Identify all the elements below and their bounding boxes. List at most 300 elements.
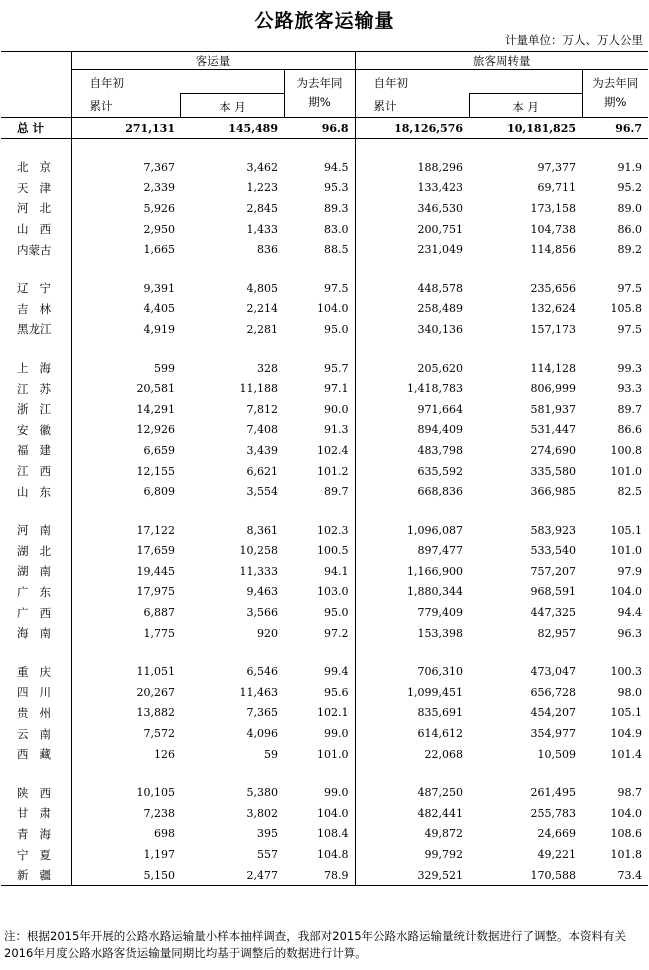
turnover-ytd-cell: 205,620 (355, 358, 469, 379)
turnover-yoy-cell: 101.0 (610, 464, 643, 478)
volume-ytd-cell: 698 (71, 824, 181, 845)
volume-yoy-cell: 96.8 (284, 118, 355, 139)
turnover-month-cell: 583,923 (530, 523, 577, 537)
table-row (1, 461, 648, 482)
region-label: 陕西 (17, 785, 51, 800)
volume-yoy-cell: 88.5 (324, 243, 349, 257)
turnover-ytd-line2: 累计 (373, 99, 397, 113)
table-row (1, 378, 648, 399)
volume-ytd-cell: 9,391 (71, 278, 181, 299)
turnover-yoy-cell: 95.2 (617, 181, 643, 195)
turnover-ytd-cell: 346,530 (355, 198, 469, 219)
group-spacer (1, 643, 648, 661)
region-name (1, 744, 71, 765)
table-row (1, 420, 648, 441)
passenger-volume-header: 客运量 (71, 52, 355, 70)
table-row (1, 803, 648, 824)
volume-yoy-cell: 94.5 (324, 160, 349, 174)
region-name (1, 378, 71, 399)
turnover-ytd-cell: 635,592 (355, 461, 469, 482)
volume-ytd-cell: 7,572 (71, 723, 181, 744)
volume-yoy-line2: 期% (308, 95, 331, 109)
region-name (1, 602, 71, 623)
region-name (1, 561, 71, 582)
group-spacer (1, 764, 648, 782)
table-row (1, 239, 648, 260)
volume-month-cell: 1,223 (246, 181, 278, 195)
volume-ytd-cell: 7,367 (71, 157, 181, 178)
volume-ytd-cell: 13,882 (71, 703, 181, 724)
volume-ytd-cell: 1,197 (71, 844, 181, 865)
region-name (1, 520, 71, 541)
region-label: 北京 (17, 160, 51, 175)
turnover-ytd-cell: 1,099,451 (355, 682, 469, 703)
volume-ytd-line2: 累计 (89, 99, 113, 113)
volume-month-cell: 7,365 (246, 706, 278, 720)
turnover-month-cell: 235,656 (530, 281, 577, 295)
region-label: 四川 (17, 685, 51, 700)
turnover-ytd-cell: 1,418,783 (355, 378, 469, 399)
region-name (1, 198, 71, 219)
turnover-month-cell: 255,783 (530, 806, 577, 820)
turnover-yoy-line2: 期% (604, 95, 627, 109)
region-label: 宁夏 (17, 847, 51, 862)
volume-ytd-cell: 6,809 (71, 481, 181, 502)
volume-month-cell: 7,408 (246, 423, 278, 437)
turnover-ytd-cell: 894,409 (355, 420, 469, 441)
volume-yoy-cell: 89.3 (324, 201, 349, 215)
region-label: 吉林 (17, 301, 51, 316)
volume-month-cell: 3,554 (246, 485, 278, 499)
volume-yoy-cell: 104.8 (317, 848, 349, 862)
table-row (1, 744, 648, 765)
region-name (1, 299, 71, 320)
volume-yoy-cell: 95.0 (324, 322, 349, 336)
turnover-yoy-cell: 104.0 (610, 585, 643, 599)
turnover-month-cell: 531,447 (530, 423, 577, 437)
volume-ytd-cell: 4,405 (71, 299, 181, 320)
volume-subheader (71, 70, 284, 118)
turnover-yoy-cell: 89.7 (617, 402, 643, 416)
volume-yoy-cell: 78.9 (284, 865, 355, 886)
region-name (1, 319, 71, 340)
volume-yoy-cell: 97.1 (324, 382, 349, 396)
table-row (1, 278, 648, 299)
table-header (1, 52, 648, 118)
turnover-month-cell: 757,207 (530, 564, 577, 578)
region-name (1, 661, 71, 682)
table-row (1, 865, 648, 886)
volume-month-cell: 328 (257, 361, 278, 375)
volume-month-cell: 11,188 (239, 382, 278, 396)
region-label: 福建 (17, 443, 51, 458)
table-row (1, 319, 648, 340)
volume-month-cell: 59 (264, 747, 278, 761)
volume-yoy-cell: 108.4 (317, 827, 349, 841)
turnover-yoy-cell: 94.4 (617, 606, 643, 620)
table-row (1, 661, 648, 682)
volume-month-cell: 557 (257, 848, 278, 862)
turnover-ytd-cell: 133,423 (355, 178, 469, 199)
region-label: 山东 (17, 484, 51, 499)
turnover-yoy-cell: 82.5 (617, 485, 643, 499)
turnover-ytd-cell: 971,664 (355, 399, 469, 420)
region-name (1, 803, 71, 824)
volume-yoy-cell: 104.0 (317, 806, 349, 820)
turnover-yoy-cell: 105.8 (610, 302, 643, 316)
group-spacer (1, 260, 648, 278)
region-label: 内蒙古 (17, 242, 52, 257)
turnover-month-cell: 354,977 (530, 727, 577, 741)
turnover-ytd-line1: 自年初 (373, 76, 409, 90)
volume-month-cell: 4,096 (246, 727, 278, 741)
turnover-month-cell: 173,158 (530, 201, 577, 215)
region-label: 广东 (17, 584, 51, 599)
total-label: 总 计 (17, 121, 45, 135)
volume-ytd-cell: 20,267 (71, 682, 181, 703)
turnover-month-cell: 114,128 (530, 361, 577, 375)
volume-month-cell: 6,546 (246, 665, 278, 679)
volume-month-cell: 395 (257, 827, 278, 841)
volume-yoy-cell: 95.0 (324, 606, 349, 620)
region-label: 重庆 (17, 664, 51, 679)
region-label: 湖北 (17, 543, 51, 558)
region-label: 江苏 (17, 381, 51, 396)
volume-month-cell: 2,281 (246, 322, 278, 336)
region-label: 湖南 (17, 564, 51, 579)
volume-yoy-cell: 99.4 (324, 665, 349, 679)
turnover-yoy-cell: 89.2 (617, 243, 643, 257)
volume-month-cell: 1,433 (246, 222, 278, 236)
table-row (1, 723, 648, 744)
turnover-yoy-cell: 89.0 (617, 201, 643, 215)
turnover-yoy-cell: 101.4 (610, 747, 643, 761)
volume-month-cell: 11,333 (239, 564, 278, 578)
turnover-ytd-cell: 1,096,087 (355, 520, 469, 541)
volume-yoy-cell: 94.1 (324, 564, 349, 578)
volume-month-cell: 920 (257, 626, 278, 640)
volume-month-cell: 836 (257, 243, 278, 257)
turnover-month-cell: 69,711 (537, 181, 577, 195)
volume-ytd-cell: 599 (71, 358, 181, 379)
volume-month-cell: 2,214 (246, 302, 278, 316)
region-name (1, 782, 71, 803)
turnover-ytd-cell: 329,521 (355, 865, 469, 886)
region-label: 安徽 (17, 422, 51, 437)
turnover-ytd-cell: 22,068 (355, 744, 469, 765)
region-name (1, 541, 71, 562)
turnover-month-cell: 533,540 (530, 544, 577, 558)
table-row (1, 782, 648, 803)
table-row (1, 541, 648, 562)
table-row (1, 178, 648, 199)
turnover-ytd-cell: 99,792 (355, 844, 469, 865)
volume-yoy-cell: 83.0 (324, 222, 349, 236)
table-row (1, 561, 648, 582)
volume-yoy-cell: 97.5 (324, 281, 349, 295)
turnover-yoy-cell: 100.8 (610, 443, 643, 457)
turnover-ytd-cell: 188,296 (355, 157, 469, 178)
passenger-turnover-header: 旅客周转量 (355, 52, 648, 70)
volume-yoy-cell: 101.2 (317, 464, 349, 478)
region-label: 河北 (17, 201, 51, 216)
turnover-yoy-cell: 96.3 (617, 626, 643, 640)
volume-month-cell: 11,463 (239, 685, 278, 699)
region-label: 黑龙江 (17, 322, 52, 337)
volume-ytd-cell: 2,339 (71, 178, 181, 199)
region-name (1, 682, 71, 703)
volume-month-cell: 10,258 (239, 544, 278, 558)
turnover-yoy-cell: 91.9 (617, 160, 643, 174)
turnover-ytd-cell: 487,250 (355, 782, 469, 803)
turnover-month-cell: 656,728 (530, 685, 577, 699)
region-label: 河南 (17, 523, 51, 538)
region-label: 浙江 (17, 402, 51, 417)
table-body (1, 118, 648, 886)
table-row (1, 299, 648, 320)
region-name (1, 824, 71, 845)
volume-yoy-header (284, 70, 355, 118)
volume-yoy-cell: 102.4 (317, 443, 349, 457)
volume-month-cell: 2,845 (246, 201, 278, 215)
turnover-month-cell: 335,580 (530, 464, 577, 478)
region-name (1, 278, 71, 299)
volume-month-cell: 3,439 (246, 443, 278, 457)
volume-month-cell: 145,489 (181, 118, 284, 139)
region-name (1, 623, 71, 644)
volume-ytd-cell: 6,887 (71, 602, 181, 623)
page-title: 公路旅客运输量 (254, 10, 395, 32)
turnover-yoy-cell: 98.7 (617, 786, 643, 800)
turnover-ytd-cell: 482,441 (355, 803, 469, 824)
turnover-yoy-cell: 86.6 (617, 423, 643, 437)
volume-yoy-cell: 91.3 (324, 423, 349, 437)
table-row (1, 358, 648, 379)
turnover-ytd-cell: 49,872 (355, 824, 469, 845)
region-label: 辽宁 (17, 281, 51, 296)
volume-month-cell: 5,380 (246, 786, 278, 800)
footnote: 注：根据2015年开展的公路水路运输量小样本抽样调查，我部对2015年公路水路运输量统计数据进行了调整。本资料有关2016年月度公路水路客货运输量同期比均基于调整后的数据进行计算。 (4, 929, 627, 960)
volume-ytd-cell: 1,775 (71, 623, 181, 644)
turnover-ytd-cell: 779,409 (355, 602, 469, 623)
table-row (1, 399, 648, 420)
table-row (1, 602, 648, 623)
turnover-yoy-cell: 96.7 (582, 118, 648, 139)
turnover-month-cell: 473,047 (530, 665, 577, 679)
turnover-yoy-cell: 108.6 (610, 827, 643, 841)
region-name (1, 420, 71, 441)
volume-ytd-cell: 10,105 (71, 782, 181, 803)
total-row (1, 118, 648, 139)
region-name (1, 239, 71, 260)
turnover-month-cell: 114,856 (530, 243, 577, 257)
turnover-ytd-cell: 614,612 (355, 723, 469, 744)
region-name (1, 219, 71, 240)
volume-yoy-cell: 97.2 (324, 626, 349, 640)
turnover-month-cell: 447,325 (530, 606, 577, 620)
group-spacer (1, 340, 648, 358)
passenger-transport-table (1, 51, 648, 886)
turnover-yoy-cell: 100.3 (610, 665, 643, 679)
volume-yoy-cell: 95.3 (324, 181, 349, 195)
volume-yoy-cell: 99.0 (324, 786, 349, 800)
turnover-month-cell: 968,591 (530, 585, 577, 599)
region-name (1, 723, 71, 744)
turnover-ytd-cell: 340,136 (355, 319, 469, 340)
volume-ytd-cell: 17,122 (71, 520, 181, 541)
volume-ytd-cell: 5,150 (71, 865, 181, 886)
volume-yoy-cell: 95.6 (324, 685, 349, 699)
turnover-yoy-cell: 104.9 (610, 727, 643, 741)
table-row (1, 582, 648, 603)
turnover-yoy-line1: 为去年同 (592, 76, 639, 90)
volume-ytd-cell: 12,155 (71, 461, 181, 482)
region-label: 广西 (17, 605, 51, 620)
turnover-yoy-header (582, 70, 648, 118)
volume-yoy-cell: 99.0 (324, 727, 349, 741)
region-name (1, 461, 71, 482)
region-name (1, 178, 71, 199)
turnover-yoy-cell: 86.0 (617, 222, 643, 236)
table-row (1, 198, 648, 219)
volume-ytd-cell: 7,238 (71, 803, 181, 824)
turnover-month-cell: 274,690 (530, 443, 577, 457)
table-row (1, 623, 648, 644)
turnover-yoy-cell: 98.0 (617, 685, 643, 699)
volume-ytd-cell: 6,659 (71, 440, 181, 461)
turnover-month-cell: 82,957 (537, 626, 577, 640)
region-label: 新疆 (17, 868, 51, 883)
region-label: 云南 (17, 726, 51, 741)
volume-month-cell: 3,566 (246, 606, 278, 620)
turnover-ytd-cell: 668,836 (355, 481, 469, 502)
table-row (1, 219, 648, 240)
turnover-ytd-cell: 897,477 (355, 541, 469, 562)
table-row (1, 440, 648, 461)
turnover-ytd-cell: 258,489 (355, 299, 469, 320)
turnover-ytd-cell: 200,751 (355, 219, 469, 240)
region-header-cell (1, 52, 71, 118)
region-name (1, 865, 71, 886)
turnover-month-cell: 454,207 (530, 706, 577, 720)
turnover-month-cell: 49,221 (537, 848, 577, 862)
turnover-ytd-cell: 483,798 (355, 440, 469, 461)
turnover-month-cell: 24,669 (537, 827, 577, 841)
volume-month-cell: 9,463 (246, 585, 278, 599)
region-name (1, 157, 71, 178)
volume-ytd-cell: 5,926 (71, 198, 181, 219)
turnover-yoy-cell: 101.0 (610, 544, 643, 558)
turnover-ytd-cell: 231,049 (355, 239, 469, 260)
turnover-month-cell: 581,937 (530, 402, 577, 416)
turnover-month-cell: 132,624 (530, 302, 577, 316)
volume-yoy-cell: 95.7 (324, 361, 349, 375)
region-label: 海南 (17, 626, 51, 641)
table-row (1, 844, 648, 865)
turnover-yoy-cell: 101.8 (610, 848, 643, 862)
turnover-month-cell: 97,377 (537, 160, 577, 174)
region-label: 上海 (17, 361, 51, 376)
turnover-yoy-cell: 73.4 (582, 865, 648, 886)
turnover-month-cell: 10,181,825 (469, 118, 582, 139)
volume-month-header: 本 月 (219, 100, 246, 114)
turnover-ytd-cell: 1,166,900 (355, 561, 469, 582)
volume-ytd-cell: 17,659 (71, 541, 181, 562)
volume-ytd-cell: 17,975 (71, 582, 181, 603)
volume-month-cell: 3,802 (246, 806, 278, 820)
volume-yoy-cell: 102.1 (317, 706, 349, 720)
region-label: 西藏 (17, 747, 51, 762)
turnover-yoy-cell: 99.3 (617, 361, 643, 375)
volume-yoy-cell: 100.5 (317, 544, 349, 558)
volume-ytd-cell: 11,051 (71, 661, 181, 682)
region-label: 贵州 (17, 705, 51, 720)
volume-ytd-cell: 2,950 (71, 219, 181, 240)
region-label: 甘肃 (17, 806, 51, 821)
turnover-month-cell: 261,495 (530, 786, 577, 800)
turnover-month-cell: 170,588 (469, 865, 582, 886)
volume-ytd-cell: 14,291 (71, 399, 181, 420)
volume-ytd-cell: 126 (71, 744, 181, 765)
table-row (1, 703, 648, 724)
turnover-month-cell: 366,985 (530, 485, 577, 499)
volume-ytd-cell: 1,665 (71, 239, 181, 260)
turnover-yoy-cell: 105.1 (610, 706, 643, 720)
group-spacer (1, 139, 648, 158)
turnover-month-cell: 806,999 (530, 382, 577, 396)
volume-month-cell: 4,805 (246, 281, 278, 295)
turnover-yoy-cell: 97.5 (617, 322, 643, 336)
turnover-ytd-cell: 448,578 (355, 278, 469, 299)
region-name (1, 440, 71, 461)
volume-ytd-cell: 4,919 (71, 319, 181, 340)
turnover-month-cell: 104,738 (530, 222, 577, 236)
turnover-ytd-cell: 18,126,576 (355, 118, 469, 139)
turnover-yoy-cell: 93.3 (617, 382, 643, 396)
turnover-month-cell: 10,509 (537, 747, 577, 761)
volume-month-cell: 8,361 (246, 523, 278, 537)
volume-ytd-cell: 12,926 (71, 420, 181, 441)
unit-label: 计量单位：万人、万人公里 (505, 33, 643, 47)
turnover-month-cell: 157,173 (530, 322, 577, 336)
volume-yoy-cell: 90.0 (324, 402, 349, 416)
turnover-month-header: 本 月 (512, 100, 539, 114)
turnover-yoy-cell: 97.9 (617, 564, 643, 578)
region-label: 江西 (17, 464, 51, 479)
turnover-ytd-cell: 835,691 (355, 703, 469, 724)
table-row (1, 520, 648, 541)
turnover-yoy-cell: 97.5 (617, 281, 643, 295)
region-label: 山西 (17, 222, 51, 237)
turnover-ytd-cell: 1,880,344 (355, 582, 469, 603)
region-label: 天津 (17, 180, 51, 195)
region-name (1, 703, 71, 724)
volume-yoy-line1: 为去年同 (296, 76, 343, 90)
volume-month-cell: 6,621 (246, 464, 278, 478)
volume-yoy-cell: 102.3 (317, 523, 349, 537)
group-spacer (1, 502, 648, 520)
turnover-ytd-cell: 706,310 (355, 661, 469, 682)
volume-ytd-cell: 19,445 (71, 561, 181, 582)
volume-yoy-cell: 103.0 (317, 585, 349, 599)
region-name (1, 844, 71, 865)
region-name (1, 118, 71, 139)
table-row (1, 157, 648, 178)
region-name (1, 582, 71, 603)
volume-yoy-cell: 104.0 (317, 302, 349, 316)
table-row (1, 481, 648, 502)
volume-ytd-cell: 271,131 (71, 118, 181, 139)
